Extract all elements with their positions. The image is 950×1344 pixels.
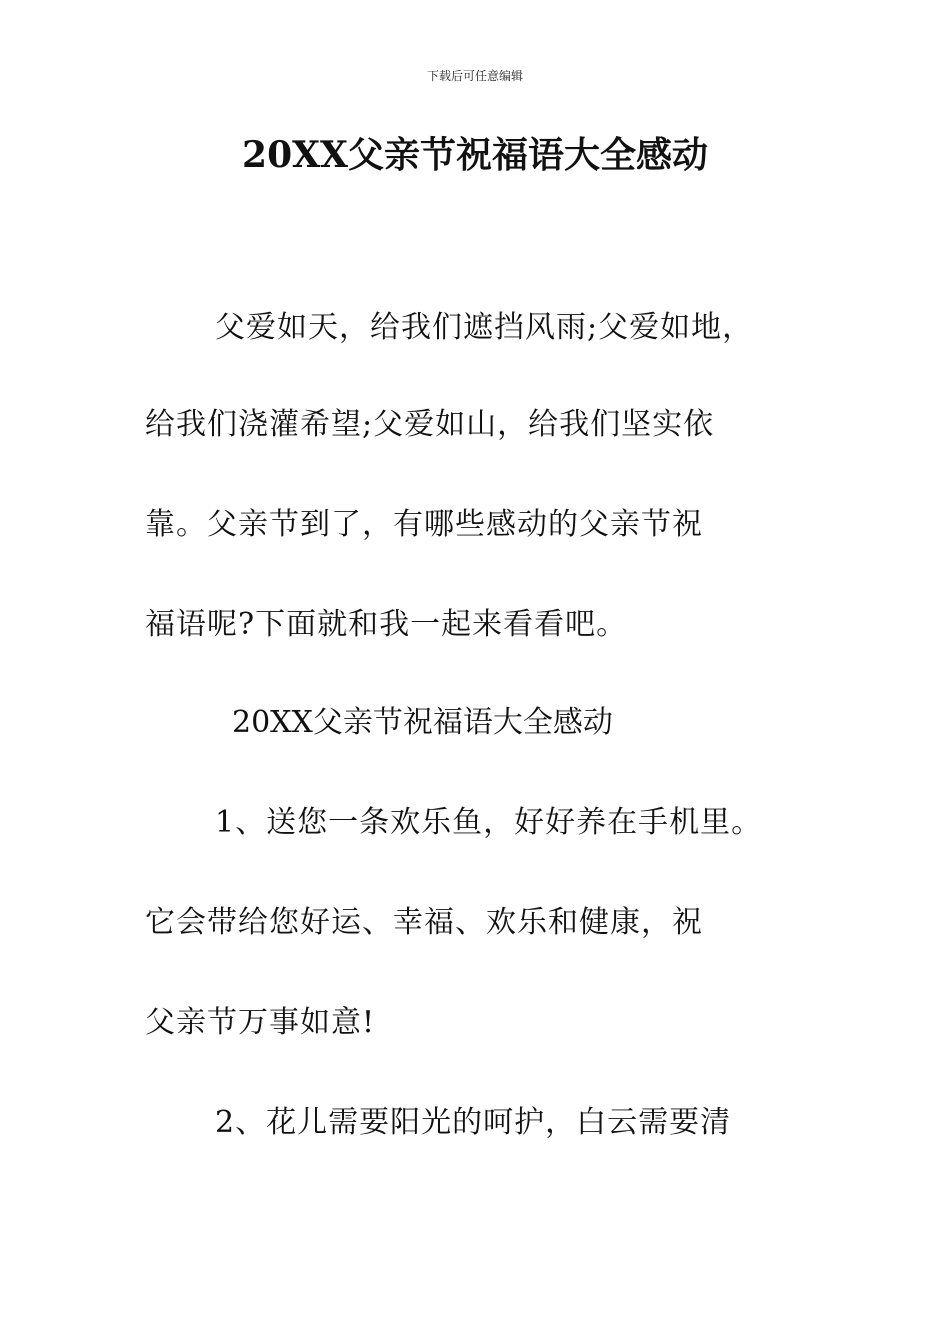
intro-line-4: 福语呢?下面就和我一起来看看吧。 [145, 607, 628, 642]
intro-line-1: 父爱如天，给我们遮挡风雨;父爱如地， [215, 310, 754, 345]
intro-line-3: 靠。父亲节到了，有哪些感动的父亲节祝 [145, 507, 703, 542]
item1-line-2: 它会带给您好运、幸福、欢乐和健康，祝 [145, 905, 703, 940]
intro-line-2: 给我们浇灌希望;父爱如山，给我们坚实依 [145, 407, 715, 442]
header-note: 下载后可任意编辑 [426, 69, 523, 83]
document-title: 20XX父亲节祝福语大全感动 [242, 134, 708, 176]
section-heading: 20XX父亲节祝福语大全感动 [232, 705, 613, 740]
item1-line-3: 父亲节万事如意! [145, 1005, 376, 1040]
item2-line-1: 2、花儿需要阳光的呵护，白云需要清 [215, 1105, 732, 1140]
item1-line-1: 1、送您一条欢乐鱼，好好养在手机里。 [215, 805, 763, 840]
